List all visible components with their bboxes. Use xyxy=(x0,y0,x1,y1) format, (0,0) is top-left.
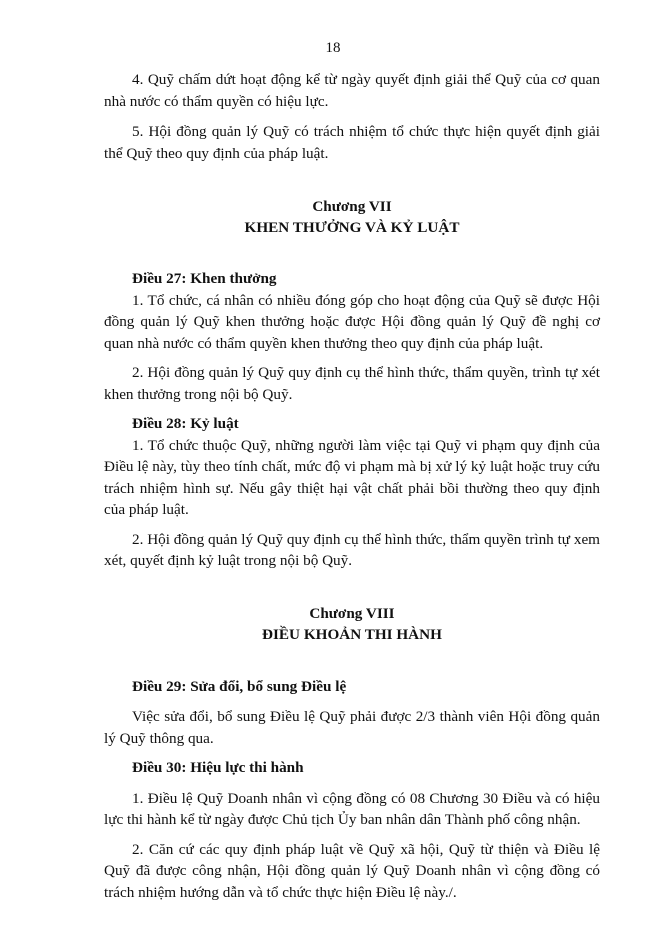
chapter-8-title: ĐIỀU KHOẢN THI HÀNH xyxy=(262,625,442,643)
article-29-clause: Việc sửa đổi, bổ sung Điều lệ Quỹ phải được 2/3 thành viên Hội đồng quản lý Quỹ thông qua. xyxy=(104,708,600,747)
page-number: 18 xyxy=(325,40,341,56)
article-29-heading: Điều 29: Sửa đổi, bổ sung Điều lệ xyxy=(132,677,347,695)
article-27-clause-1: 1. Tổ chức, cá nhân có nhiều đóng góp cho hoạt động của Quỹ sẽ được Hội đồng quản lý Quỹ khen thưởng hoặc được Hội đồng quản lý Quỹ đề nghị cơ quan nhà nước có thẩm quyền khen thưởng theo quy định của pháp luật. xyxy=(104,291,600,352)
article-30-heading: Điều 30: Hiệu lực thi hành xyxy=(132,759,304,776)
article-26-clause-5: 5. Hội đồng quản lý Quỹ có trách nhiệm tổ chức thực hiện quyết định giải thể Quỹ theo quy định của pháp luật. xyxy=(104,123,600,162)
document-body xyxy=(104,69,600,903)
article-27-heading: Điều 27: Khen thưởng xyxy=(132,270,277,287)
chapter-7-label: Chương VII xyxy=(312,198,392,215)
article-27-clause-2: 2. Hội đồng quản lý Quỹ quy định cụ thể hình thức, thẩm quyền, trình tự xét khen thưởng trong nội bộ Quỹ. xyxy=(104,364,600,403)
article-30-clause-2: 2. Căn cứ các quy định pháp luật về Quỹ xã hội, Quỹ từ thiện và Điều lệ Quỹ đã được công nhận, Hội đồng quản lý Quỹ Doanh nhân vì cộng đồng có trách nhiệm hướng dẫn và tổ chức thực hiện Điều lệ này./. xyxy=(104,840,600,901)
chapter-8-heading xyxy=(104,603,600,645)
article-30-clause-1: 1. Điều lệ Quỹ Doanh nhân vì cộng đồng có 08 Chương 30 Điều và có hiệu lực thi hành kể từ ngày được Chủ tịch Ủy ban nhân dân Thành phố công nhận. xyxy=(104,789,600,828)
article-28-clause-1: 1. Tổ chức thuộc Quỹ, những người làm việc tại Quỹ vi phạm quy định của Điều lệ này, tùy theo tính chất, mức độ vi phạm mà bị xử lý kỷ luật hoặc truy cứu trách nhiệm hình sự. Nếu gây thiệt hại vật chất phải bồi thường theo quy định của pháp luật. xyxy=(104,436,600,518)
article-28-heading: Điều 28: Kỷ luật xyxy=(132,415,239,432)
article-28-clause-2: 2. Hội đồng quản lý Quỹ quy định cụ thể hình thức, thẩm quyền trình tự xem xét, quyết định kỷ luật trong nội bộ Quỹ. xyxy=(104,530,600,569)
chapter-7-title: KHEN THƯỞNG VÀ KỶ LUẬT xyxy=(244,219,460,236)
article-26-clause-4: 4. Quỹ chấm dứt hoạt động kể từ ngày quyết định giải thể Quỹ của cơ quan nhà nước có thẩm quyền có hiệu lực. xyxy=(104,71,600,110)
chapter-8-label: Chương VIII xyxy=(309,604,395,622)
chapter-7-heading xyxy=(104,196,600,238)
